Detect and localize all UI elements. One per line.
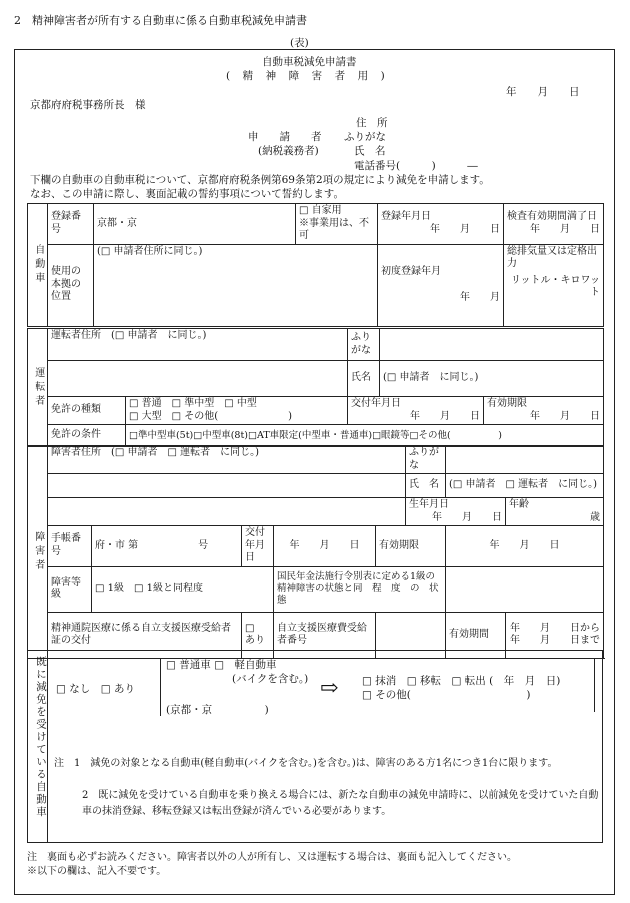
arrow-icon: ⇨ [320,676,339,701]
car-type-row2[interactable]: (バイクを含む。) [232,673,309,685]
application-date[interactable]: 年 月 日 [506,86,580,98]
first-reg-label: 初度登録年月 [381,265,441,277]
existing-note-1: 注 1 減免の対象となる自動車(軽自動車(バイクを含む。)を含む。)は、障害のある方1名につき1台に限ります。 [54,758,558,769]
notebook-value[interactable]: 府・市 第 号 [92,526,242,567]
dob-label: 生年月日 [409,499,449,510]
applicant-furigana-label: ふりがな [344,131,386,143]
first-reg-value[interactable]: 年 月 [460,292,500,303]
disabled-same-checkbox[interactable]: (□ 申請者 □ 運転者 に同じ。) [446,474,604,498]
form-title: 自動車税減免申請書 [262,56,357,68]
notebook-valid-value[interactable]: 年 月 日 [446,526,604,567]
disabled-section-label: 障害者 [28,446,48,659]
private-use-checkbox[interactable]: □ 自家用 [299,205,342,216]
displacement-label: 総排気量又は定格出力 [507,245,597,269]
period-label: 有効期間 [446,612,506,658]
form-subtitle: ( 精 神 障 害 者 用 ) [226,70,386,82]
notebook-issue-label: 交付年月日 [242,526,274,567]
inspection-label: 検査有効期間満了日 [507,211,597,223]
period-to[interactable]: 年 月 日まで [510,635,600,646]
medical-no-label: 自立支援医療費受給者番号 [274,612,376,658]
driver-name-label: 氏名 [348,361,380,397]
dob-value[interactable]: 年 月 日 [432,511,502,523]
notebook-issue-value[interactable]: 年 月 日 [274,526,376,567]
license-valid-value[interactable]: 年 月 日 [530,410,600,422]
medical-label: 精神通院医療に係る自立支援医療受給者証の交付 [48,612,242,658]
base-label: 使用の本拠の位置 [48,244,94,326]
driver-table [27,328,604,447]
license-conditions-label: 免許の条件 [48,425,126,447]
disabled-name-label: 氏 名 [406,474,446,498]
actions-row1[interactable]: □ 抹消 □ 移転 □ 転出 ( 年 月 日) [362,675,561,687]
applicant-sub-label: (納税義務者) [258,145,319,157]
driver-section-label: 運転者 [28,329,48,447]
driver-same-checkbox[interactable]: (□ 申請者 に同じ。) [380,361,604,397]
period-from[interactable]: 年 月 日から [510,622,600,634]
notebook-valid-label: 有効期限 [376,526,446,567]
reg-date-value[interactable]: 年 月 日 [430,223,500,235]
applicant-name-label: 氏 名 [354,145,386,157]
disabled-address-label[interactable]: 障害者住所 (□ 申請者 □ 運転者 に同じ。) [48,446,406,474]
license-conditions[interactable]: □準中型車(5t)□中型車(8t)□AT車限定(中型車・普通車)□眼鏡等□その他( ) [126,425,604,447]
existing-options[interactable]: □ なし □ あり [56,683,136,695]
notebook-label: 手帳番号 [48,526,92,567]
applicant-address-label: 住 所 [356,117,388,129]
actions-bracket [594,658,595,712]
existing-section-label: 既に減免を受けている自動車 [35,656,47,819]
document-heading: 2 精神障害者が所有する自動車に係る自動車税減免申請書 [14,14,307,27]
side-label: (表) [290,37,309,49]
business-note: ※事業用は、不可 [299,217,369,241]
reg-date-label: 登録年月日 [381,211,431,223]
reg-no-value[interactable]: 京都・京 [94,204,296,245]
inspection-value[interactable]: 年 月 日 [530,223,600,235]
car-type-row1[interactable]: □ 普通車 □ 軽自動車 [166,659,277,671]
vehicle-table [27,203,604,327]
license-type-label: 免許の種類 [48,397,126,425]
driver-address-label[interactable]: 運転者住所 (□ 申請者 に同じ。) [48,329,348,361]
reg-no-label: 登録番号 [48,204,94,245]
actions-row2[interactable]: □ その他( ) [362,689,531,701]
intro-text-2: なお、この申請に際し、裏面記載の誓約事項について誓約します。 [30,188,344,200]
license-valid-label: 有効期限 [487,398,527,409]
footer-note: 注 裏面も必ずお読みください。障害者以外の人が所有し、又は運転する場合は、裏面も記入してください。 [27,852,517,863]
disabled-furigana-label: ふりがな [406,446,446,474]
license-types-row2[interactable]: □ 大型 □ その他( ) [129,410,293,422]
vehicle-section-label: 自動車 [28,204,48,327]
displacement-units: リットル・キロワット [510,274,600,298]
license-issue-label: 交付年月日 [351,398,401,409]
medical-options[interactable]: □ あり [242,612,274,658]
disabled-table [27,445,604,659]
age-label: 年齢 [509,499,529,510]
footer-instruction: ※以下の欄は、記入不要です。 [27,866,167,877]
car-reg[interactable]: (京都・京 ) [166,704,269,716]
license-types-row1[interactable]: □ 普通 □ 準中型 □ 中型 [129,398,257,409]
addressee: 京都府府税事務所長 様 [30,99,146,111]
existing-divider [47,650,48,843]
applicant-label: 申 請 者 [248,131,322,143]
grade-label: 障害等級 [48,566,92,612]
driver-furigana-label: ふりがな [348,329,380,361]
existing-note-2: 2 既に減免を受けている自動車を乗り換える場合には、新たな自動車の減免申請時に、以前減免を受けていた自動車の抹消登録、移転登録又は転出登録が済んでいる必要があります。 [82,790,599,817]
age-unit[interactable]: 歳 [590,511,600,523]
applicant-phone[interactable]: 電話番号( ) ― [354,160,478,172]
grade-options[interactable]: □ 1級 □ 1級と同程度 [92,566,274,612]
license-issue-value[interactable]: 年 月 日 [410,410,480,422]
base-same-checkbox[interactable]: (□ 申請者住所に同じ。) [97,245,203,257]
intro-text-1: 下欄の自動車の自動車税について、京都府府税条例第69条第2項の規定により減免を申請します。 [30,174,490,186]
grade-note: 国民年金法施行令別表に定める1級の精神障害の状態と同 程 度 の 状 態 [274,566,446,612]
